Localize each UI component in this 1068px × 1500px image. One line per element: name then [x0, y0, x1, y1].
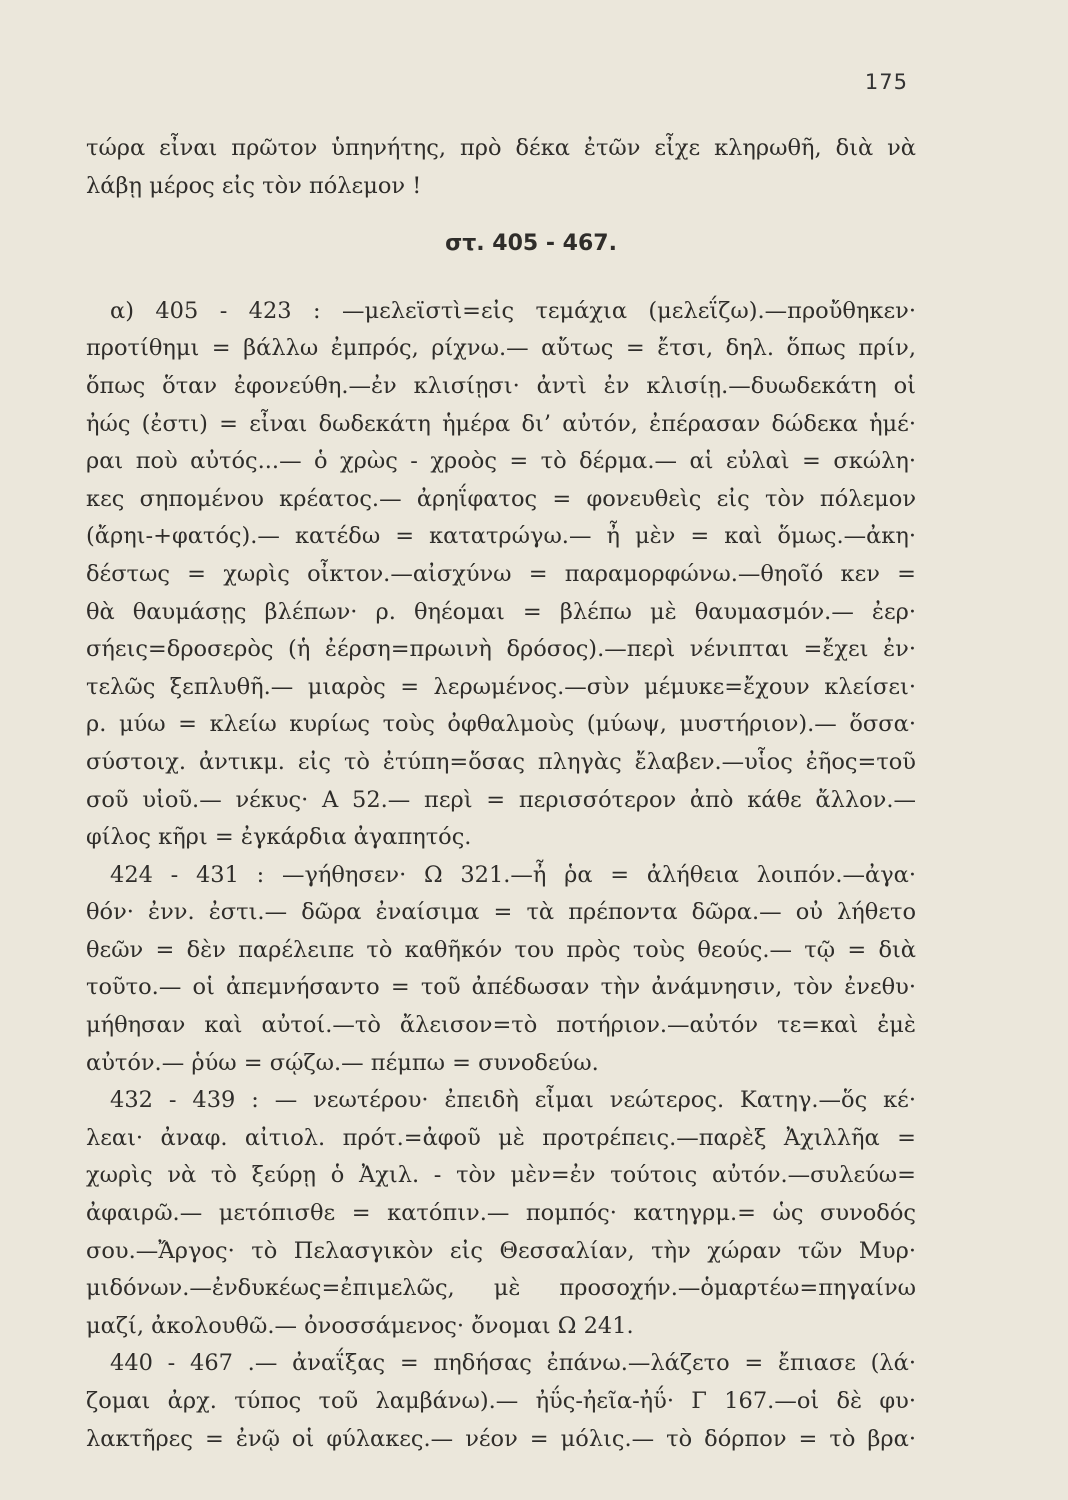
text-line: ρ. μύω = κλείω κυρίως τοὺς ὀφθαλμοὺς (μύωψ, μυστήριον).— ὅσσα· — [86, 711, 916, 738]
text-line: λεαι· ἀναφ. αἰτιολ. πρότ.=ἀφοῦ μὲ προτρέπεις.—παρὲξ Ἀχιλλῆα = — [86, 1124, 916, 1151]
text-line: ἀφαιρῶ.— μετόπισθε = κατόπιν.— πομπός· κατηγρμ.= ὡς συνοδός — [86, 1200, 916, 1227]
text-line: ραι ποὺ αὐτός...— ὁ χρὼς - χροὸς = τὸ δέρμα.— αἱ εὐλαὶ = σκώλη· — [86, 448, 916, 475]
page-number: 175 — [864, 70, 908, 94]
section-heading: στ. 405 - 467. — [445, 231, 617, 257]
text-line: ὅπως ὅταν ἐφονεύθη.—ἐν κλισίῃσι· ἀντὶ ἐν κλισίῃ.—δυωδεκάτη οἱ — [86, 372, 916, 399]
text-line: ἠώς (ἐστι) = εἶναι δωδεκάτη ἡμέρα δι’ αὐτόν, ἐπέρασαν δώδεκα ἡμέ· — [86, 410, 916, 437]
text-line: φίλος κῆρι = ἐγκάρδια ἀγαπητός. — [86, 824, 472, 851]
text-line: κες σηπομένου κρέατος.— ἀρηΐφατος = φονευθεὶς εἰς τὸν πόλεμον — [86, 485, 916, 512]
text-line: μαζί, ἀκολουθῶ.— ὀνοσσάμενος· ὄνομαι Ω 241. — [86, 1312, 634, 1339]
text-line: προτίθημι = βάλλω ἐμπρός, ρίχνω.— αὔτως = ἔτσι, δηλ. ὅπως πρίν, — [86, 335, 916, 362]
text-line: λακτῆρες = ἐνῷ οἱ φύλακες.— νέον = μόλις.— τὸ δόρπον = τὸ βρα· — [86, 1425, 916, 1452]
text-line: μήθησαν καὶ αὐτοί.—τὸ ἄλεισον=τὸ ποτήριον.—αὐτόν τε=καὶ ἐμὲ — [86, 1012, 916, 1039]
text-line: τώρα εἶναι πρῶτον ὑπηνήτης, πρὸ δέκα ἐτῶν εἶχε κληρωθῆ, διὰ νὰ — [86, 135, 916, 161]
commentary-text — [86, 130, 916, 1458]
text-line: θὰ θαυμάσῃς βλέπων· ρ. θηέομαι = βλέπω μὲ θαυμασμόν.— ἐερ· — [86, 598, 916, 625]
text-line: σύστοιχ. ἀντικμ. εἰς τὸ ἐτύπη=ὅσας πληγὰς ἔλαβεν.—υἷος ἐῆος=τοῦ — [86, 748, 916, 775]
text-line: σήεις=δροσερὸς (ἡ ἐέρση=πρωινὴ δρόσος).—περὶ νένιπται =ἔχει ἐν· — [86, 636, 916, 663]
text-line: λάβῃ μέρος εἰς τὸν πόλεμον ! — [86, 172, 422, 199]
text-line: 432 - 439 : — νεωτέρου· ἐπειδὴ εἶμαι νεώτερος. Κατηγ.—ὅς κέ· — [110, 1087, 916, 1114]
text-line: σοῦ υἱοῦ.— νέκυς· Α 52.— περὶ = περισσότερον ἀπὸ κάθε ἄλλον.— — [86, 786, 916, 813]
text-line: 440 - 467 .— ἀναΐξας = πηδήσας ἐπάνω.—λάζετο = ἔπιασε (λά· — [110, 1350, 916, 1377]
text-line: χωρὶς νὰ τὸ ξεύρῃ ὁ Ἀχιλ. - τὸν μὲν=ἐν τούτοις αὐτόν.—συλεύω= — [86, 1162, 916, 1189]
text-line: σου.—Ἄργος· τὸ Πελασγικὸν εἰς Θεσσαλίαν, τὴν χώραν τῶν Μυρ· — [86, 1237, 916, 1264]
text-line: (ἄρηι-+φατός).— κατέδω = κατατρώγω.— ἦ μὲν = καὶ ὅμως.—ἀκη· — [86, 523, 916, 550]
text-line: θεῶν = δὲν παρέλειπε τὸ καθῆκόν του πρὸς τοὺς θεούς.— τῷ = διὰ — [86, 936, 916, 963]
text-line: 424 - 431 : —γήθησεν· Ω 321.—ἦ ῥα = ἀλήθεια λοιπόν.—ἀγα· — [110, 861, 916, 888]
text-line: θόν· ἐνν. ἐστι.— δῶρα ἐναίσιμα = τὰ πρέποντα δῶρα.— οὐ λήθετο — [86, 899, 916, 926]
text-line: ζομαι ἀρχ. τύπος τοῦ λαμβάνω).— ἠΰς-ἠεῖα-ἠΰ· Γ 167.—οἱ δὲ φυ· — [86, 1388, 916, 1414]
text-line: αὐτόν.— ῥύω = σῴζω.— πέμπω = συνοδεύω. — [86, 1049, 599, 1076]
text-line: δέστως = χωρὶς οἶκτον.—αἰσχύνω = παραμορφώνω.—θηοῖό κεν = — [86, 560, 916, 587]
text-line: α) 405 - 423 : —μελεϊστὶ=εἰς τεμάχια (μελεΐζω).—προὔθηκεν· — [110, 297, 916, 324]
text-line: τοῦτο.— οἱ ἀπεμνήσαντο = τοῦ ἀπέδωσαν τὴν ἀνάμνησιν, τὸν ἐνεθυ· — [86, 974, 916, 1001]
text-line: μιδόνων.—ἐνδυκέως=ἐπιμελῶς, μὲ προσοχήν.—ὁμαρτέω=πηγαίνω — [86, 1275, 916, 1302]
text-line: τελῶς ξεπλυθῆ.— μιαρὸς = λερωμένος.—σὺν μέμυκε=ἔχουν κλείσει· — [86, 673, 916, 700]
